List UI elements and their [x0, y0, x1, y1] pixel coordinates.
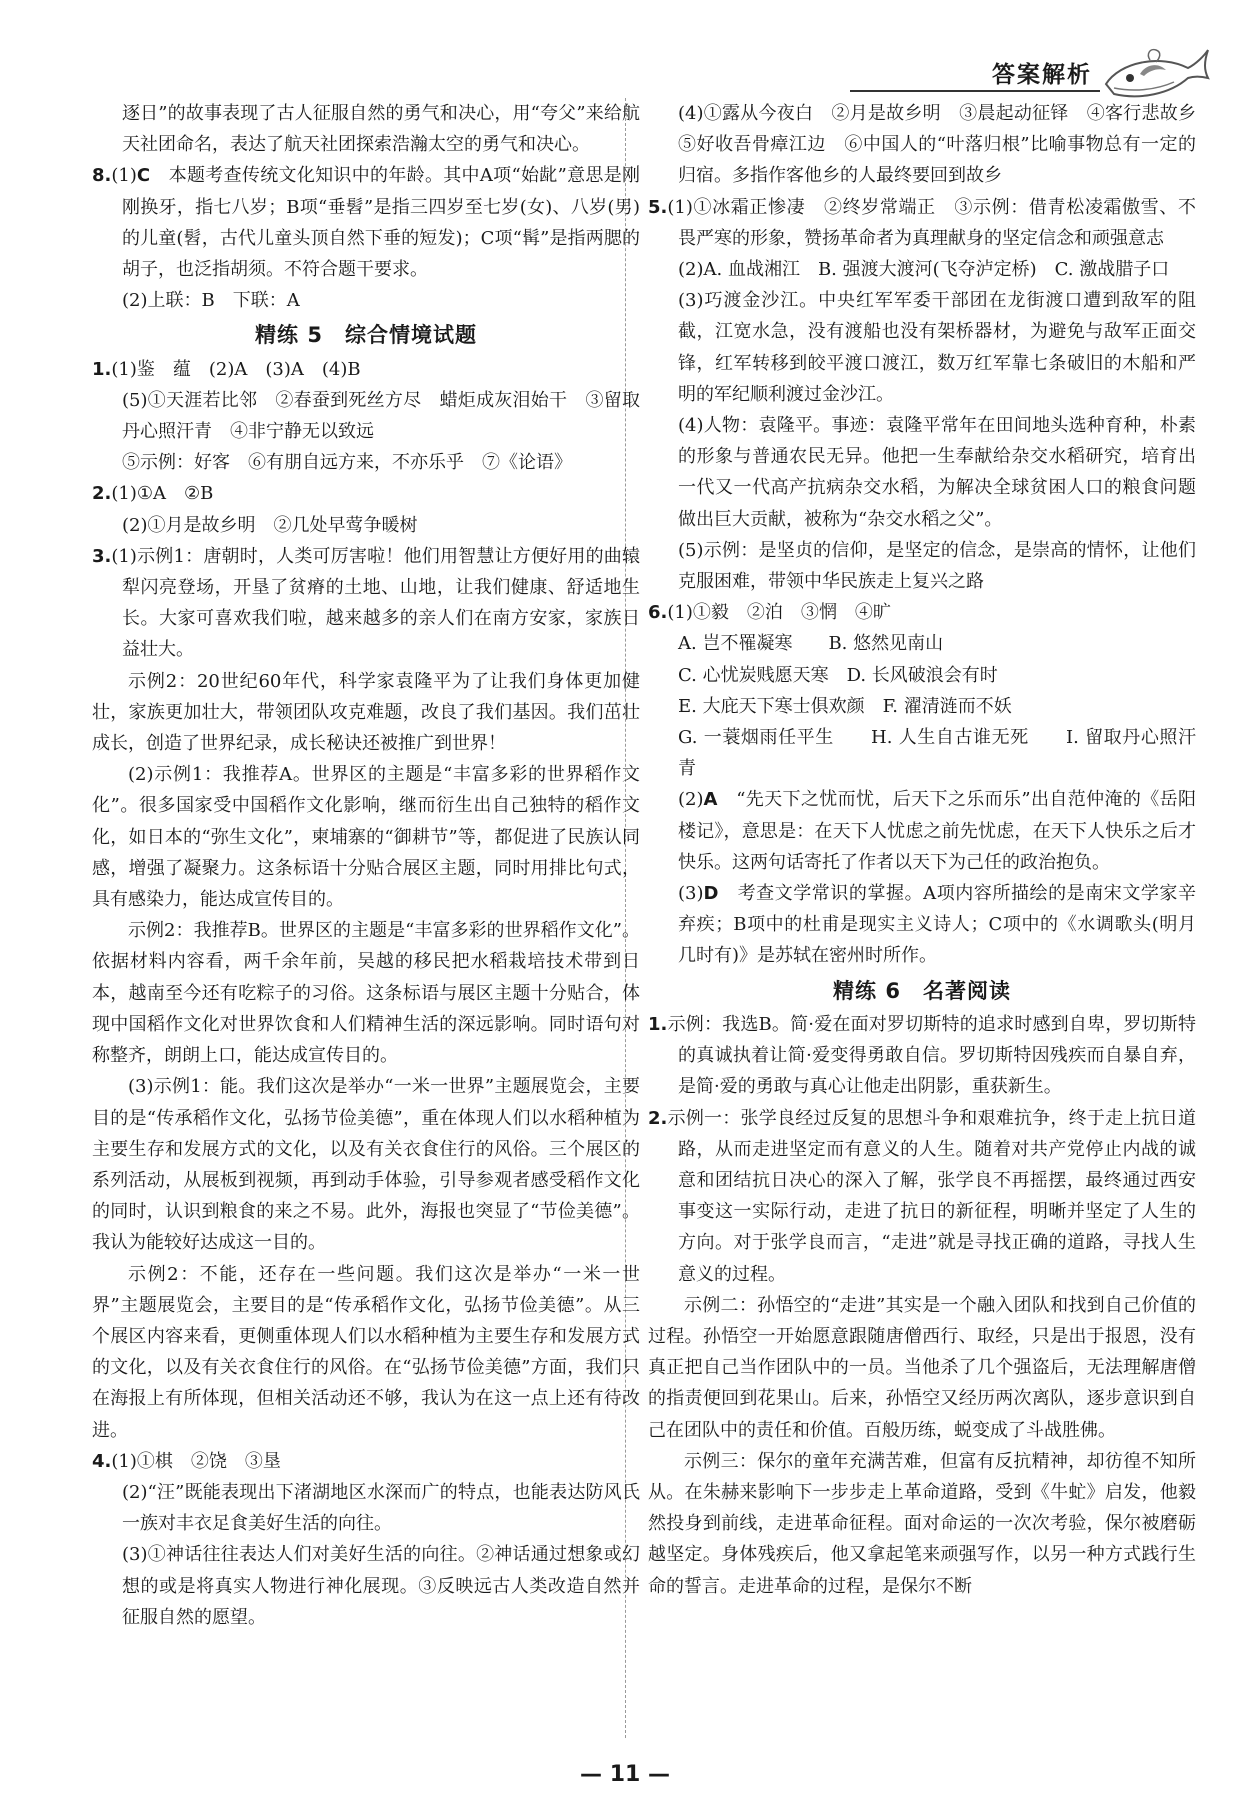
paragraph-text: (5)①天涯若比邻 ②春蚕到死丝方尽 蜡炬成灰泪始干 ③留取丹心照汗青 ④非宁静无以致远 — [122, 389, 640, 443]
paragraph-text: 考查文学常识的掌握。A项内容所描绘的是南宋文学家辛弃疾；B项中的杜甫是现实主义诗人；C项中的《水调歌头(明月几时有)》是苏轼在密州时所作。 — [678, 883, 1196, 967]
paragraph-text: (2)上联：B 下联：A — [122, 290, 300, 312]
question-number: 4. — [92, 1450, 112, 1472]
paragraph-text: (1)①毅 ②泊 ③惘 ④旷 — [667, 602, 891, 624]
paragraph-text: A. 岂不罹凝寒 B. 悠然见南山 — [678, 633, 944, 655]
paragraph-text: (5)示例：是坚贞的信仰，是坚定的信念，是崇高的情怀，让他们克服困难，带领中华民族走上复兴之路 — [678, 539, 1196, 593]
answer-paragraph — [92, 478, 640, 509]
paragraph-text: 示例2：我推荐B。世界区的主题是“丰富多彩的世界稻作文化”。依据材料内容看，两千余年前，吴越的移民把水稻栽培技术带到日本，越南至今还有吃粽子的习俗。这条标语与展区主题十分贴合，体现中国稻作文化对世界饮食和人们精神生活的深远影响。同时语句对称整齐，朗朗上口，能达成宣传目的。 — [92, 920, 640, 1067]
question-number: 6. — [648, 602, 668, 624]
answer-paragraph — [648, 1009, 1196, 1103]
answer-paragraph — [92, 160, 640, 285]
answer-paragraph — [648, 597, 1196, 628]
paragraph-text: 精练 5 综合情境试题 — [255, 323, 477, 348]
paragraph-text: (1)①冰霜正惨凄 ②终岁常端正 ③示例：借青松凌霜傲雪、不畏严寒的形象，赞扬革命者为真理献身的坚定信念和顽强意志 — [667, 196, 1196, 249]
answer-paragraph — [92, 759, 640, 915]
paragraph-text: (4)①露从今夜白 ②月是故乡明 ③晨起动征铎 ④客行悲故乡 ⑤好收吾骨瘴江边 ⑥中国人的“叶落归根”比喻事物总有一定的归宿。多指作客他乡的人最终要回到故乡 — [678, 103, 1214, 187]
sub-question-label: (2) — [678, 789, 704, 811]
question-number: 3. — [92, 545, 112, 567]
answer-paragraph — [92, 1539, 640, 1633]
answer-paragraph — [92, 354, 640, 385]
section-heading — [92, 320, 640, 351]
answer-paragraph — [648, 410, 1196, 535]
paragraph-text: (3)①神话往往表达人们对美好生活的向往。②神话通过想象或幻想的或是将真实人物进行神化展现。③反映远古人类改造自然并征服自然的愿望。 — [122, 1544, 640, 1628]
answer-paragraph — [92, 285, 640, 316]
paragraph-text: 逐日”的故事表现了古人征服自然的勇气和决心，用“夸父”来给航天社团命名，表达了航天社团探索浩瀚太空的勇气和决心。 — [122, 103, 640, 156]
paragraph-text: (1)鉴 蕴 (2)A (3)A (4)B — [111, 358, 361, 380]
paragraph-text: ⑤示例：好客 ⑥有朋自远方来，不亦乐乎 ⑦《论语》 — [122, 452, 572, 474]
answer-paragraph — [648, 98, 1214, 192]
paragraph-text: E. 大庇天下寒士俱欢颜 F. 濯清涟而不妖 — [678, 695, 1012, 717]
answer-paragraph — [648, 722, 1196, 784]
answer-paragraph — [92, 915, 640, 1071]
answer-paragraph — [648, 254, 1196, 285]
answer-paragraph — [648, 784, 1196, 878]
answer-paragraph — [648, 878, 1196, 972]
answer-paragraph — [92, 385, 640, 447]
answer-paragraph — [648, 535, 1196, 597]
question-number: 1. — [648, 1013, 668, 1035]
answer-paragraph — [648, 628, 1196, 659]
paragraph-text: (2)①月是故乡明 ②几处早莺争暖树 — [122, 514, 418, 536]
paragraph-text: (1)示例1：唐朝时，人类可厉害啦！他们用智慧让方便好用的曲辕犁闪亮登场，开垦了贫瘠的土地、山地，让我们健康、舒适地生长。大家可喜欢我们啦，越来越多的亲人们在南方安家，家族日益壮大。 — [111, 545, 640, 661]
answer-paragraph — [92, 541, 640, 666]
paragraph-text: 本题考查传统文化知识中的年龄。其中A项“始龀”意思是刚刚换牙，指七八岁；B项“垂髫”是指三四岁至七岁(女)、八岁(男)的儿童(髫，古代儿童头顶自然下垂的短发)；C项“髯”是指两腮的胡子，也泛指胡须。不符合题干要求。 — [122, 165, 640, 281]
answer-letter: A — [703, 789, 718, 811]
paragraph-text: 示例三：保尔的童年充满苦难，但富有反抗精神，却彷徨不知所从。在朱赫来影响下一步步走上革命道路，受到《牛虻》启发，他毅然投身到前线，走进革命征程。面对命运的一次次考验，保尔被磨砺越坚定。身体残疾后，他又拿起笔来顽强写作，以另一种方式践行生命的誓言。走进革命的过程，是保尔不断 — [648, 1450, 1196, 1597]
paragraph-text: 示例：我选B。简·爱在面对罗切斯特的追求时感到自卑，罗切斯特的真诚执着让简·爱变得勇敢自信。罗切斯特因残疾而自暴自弃，是简·爱的勇敢与真心让他走出阴影，重获新生。 — [667, 1013, 1196, 1098]
paragraph-text: (1)①棋 ②饶 ③垦 — [111, 1450, 281, 1472]
answer-letter: D — [703, 883, 719, 905]
question-number: 1. — [92, 358, 112, 380]
question-number: 2. — [648, 1107, 668, 1129]
paragraph-text: 示例2：不能，还存在一些问题。我们这次是举办“一米一世界”主题展览会，主要目的是“传承稻作文化，弘扬节俭美德”。从三个展区内容来看，更侧重体现人们以水稻种植为主要生存和发展方式的文化，以及有关衣食住行的风俗。在“弘扬节俭美德”方面，我们只在海报上有所体现，但相关活动还不够，我认为在这一点上还有待改进。 — [92, 1263, 640, 1441]
answer-paragraph — [92, 1259, 640, 1446]
sub-question-label: (1) — [111, 165, 137, 187]
page-number: — 11 — — [580, 1762, 670, 1787]
paragraph-text: (2)示例1：我推荐A。世界区的主题是“丰富多彩的世界稻作文化”。很多国家受中国稻作文化影响，继而衍生出自己独特的稻作文化，如日本的“弥生文化”，柬埔寨的“御耕节”等，都促进了民族认同感，增强了凝聚力。这条标语十分贴合展区主题，同时用排比句式，具有感染力，能达成宣传目的。 — [92, 764, 640, 911]
paragraph-text: 精练 6 名著阅读 — [833, 978, 1011, 1003]
paragraph-text: C. 心忧炭贱愿天寒 D. 长风破浪会有时 — [678, 664, 998, 686]
paragraph-text: “先天下之忧而忧，后天下之乐而乐”出自范仲淹的《岳阳楼记》，意思是：在天下人忧虑之前先忧虑，在天下人快乐之后才快乐。这两句话寄托了作者以天下为己任的政治抱负。 — [678, 789, 1196, 873]
answer-paragraph — [92, 510, 640, 541]
answer-paragraph — [648, 691, 1196, 722]
paragraph-text: (2)“汪”既能表现出下渚湖地区水深而广的特点，也能表达防风氏一族对丰衣足食美好生活的向往。 — [122, 1481, 640, 1535]
answer-paragraph — [648, 285, 1196, 410]
paragraph-text: 示例一：张学良经过反复的思想斗争和艰难抗争，终于走上抗日道路，从而走进坚定而有意义的人生。随着对共产党停止内战的诚意和团结抗日决心的深入了解，张学良不再摇摆，最终通过西安事变这一实际行动，走进了抗日的新征程，明晰并坚定了人生的方向。对于张学良而言，“走进”就是寻找正确的道路，寻找人生意义的过程。 — [667, 1107, 1196, 1285]
paragraph-text: (3)示例1：能。我们这次是举办“一米一世界”主题展览会，主要目的是“传承稻作文化，弘扬节俭美德”，重在体现人们以水稻种植为主要生存和发展方式的文化，以及有关衣食住行的风俗。三个展区的系列活动，从展板到视频，再到动手体验，引导参观者感受稻作文化的同时，认识到粮食的来之不易。此外，海报也突显了“节俭美德”。我认为能较好达成这一目的。 — [92, 1076, 640, 1254]
answer-paragraph — [92, 1446, 640, 1477]
answer-letter: C — [136, 165, 151, 187]
paragraph-text: (1)①A ②B — [111, 483, 214, 505]
right-column — [648, 98, 1214, 1602]
paragraph-text: (3)巧渡金沙江。中央红军军委干部团在龙街渡口遭到敌军的阻截，江宽水急，没有渡船也没有架桥器材，为避免与敌军正面交锋，红军转移到皎平渡口渡江，数万红军靠七条破旧的木船和严明的军纪顺利渡过金沙江。 — [678, 290, 1196, 405]
question-number: 8. — [92, 165, 112, 187]
answer-paragraph — [92, 447, 640, 478]
paragraph-text: 示例二：孙悟空的“走进”其实是一个融入团队和找到自己价值的过程。孙悟空一开始愿意跟随唐僧西行、取经，只是出于报恩，没有真正把自己当作团队中的一员。当他杀了几个强盗后，无法理解唐僧的指责便回到花果山。后来，孙悟空又经历两次离队，逐步意识到自己在团队中的责任和价值。百般历练，蜕变成了斗战胜佛。 — [648, 1294, 1196, 1441]
paragraph-text: (2)A. 血战湘江 B. 强渡大渡河(飞夺泸定桥) C. 激战腊子口 — [678, 259, 1170, 281]
paragraph-text: (4)人物：袁隆平。事迹：袁隆平常年在田间地头选种育种，朴素的形象与普通农民无异。他把一生奉献给杂交水稻研究，培育出一代又一代高产抗病杂交水稻，为解决全球贫困人口的粮食问题做出巨大贡献，被称为“杂交水稻之父”。 — [678, 415, 1196, 530]
answer-paragraph — [92, 1477, 640, 1539]
question-number: 5. — [648, 196, 668, 218]
answer-paragraph — [648, 1290, 1196, 1446]
section-heading — [648, 976, 1196, 1007]
paragraph-text: G. 一蓑烟雨任平生 H. 人生自古谁无死 I. 留取丹心照汗青 — [678, 727, 1196, 780]
answer-paragraph — [648, 1446, 1196, 1602]
answer-paragraph — [92, 98, 640, 160]
answer-paragraph — [92, 1071, 640, 1258]
header-title: 答案解析 — [992, 62, 1092, 88]
answer-paragraph — [92, 666, 640, 760]
header-rule — [850, 90, 1100, 92]
sub-question-label: (3) — [678, 883, 704, 905]
answer-paragraph — [648, 660, 1196, 691]
paragraph-text: 示例2：20世纪60年代，科学家袁隆平为了让我们身体更加健壮，家族更加壮大，带领团队攻克难题，改良了我们基因。我们茁壮成长，创造了世界纪录，成长秘诀还被推广到世界！ — [92, 670, 640, 755]
answer-paragraph — [648, 1103, 1196, 1290]
answer-paragraph — [648, 192, 1196, 254]
left-column — [92, 98, 640, 1633]
question-number: 2. — [92, 483, 112, 505]
